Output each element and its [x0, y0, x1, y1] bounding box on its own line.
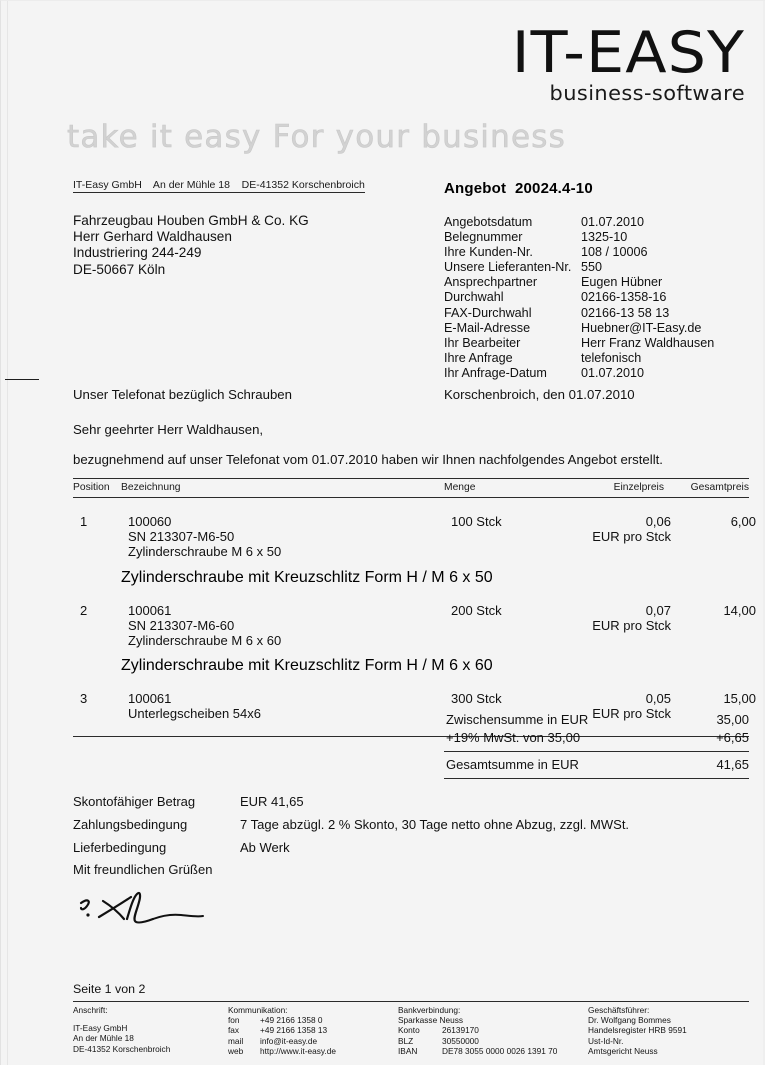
- cell-total-price: 14,00: [723, 602, 756, 618]
- grand-total-label: Gesamtsumme in EUR: [446, 757, 579, 772]
- cell-unit-price-group: [561, 603, 671, 649]
- footer-address-title: Anschrift:: [73, 1005, 108, 1015]
- footer-bank-column: [398, 1005, 588, 1056]
- footer-address-line-2: An der Mühle 18: [73, 1033, 134, 1044]
- footer-phone-value: +49 2166 1358 0: [260, 1015, 323, 1026]
- footer-fax-row: [228, 1025, 398, 1035]
- cell-unit-price: 0,06: [645, 514, 671, 529]
- meta-value: 01.07.2010: [581, 365, 645, 380]
- header-quantity: Menge: [444, 482, 476, 493]
- cell-long-text: Zylinderschraube mit Kreuzschlitz Form H / M 6 x 60: [121, 657, 493, 675]
- footer-mail-value[interactable]: info@it-easy.de: [260, 1035, 318, 1046]
- table-row: [73, 498, 756, 560]
- footer-vat-id: Ust-Id-Nr.: [588, 1035, 624, 1046]
- footer-iban-key: IBAN: [398, 1045, 418, 1056]
- footer-web-row: [228, 1046, 398, 1056]
- grand-total-value: 41,65: [716, 757, 749, 772]
- cell-unit-price-group: [561, 514, 671, 560]
- recipient-city: DE-50667 Köln: [73, 261, 166, 277]
- meta-value: 550: [581, 260, 603, 275]
- header-total-price: Gesamtpreis: [690, 482, 749, 493]
- totals-block: [444, 707, 749, 779]
- meta-label: Ansprechpartner: [444, 275, 538, 290]
- meta-value: 01.07.2010: [581, 215, 645, 229]
- cell-quantity: 100 Stck: [451, 514, 502, 529]
- cell-position: 1: [80, 514, 88, 529]
- meta-value: 02166-1358-16: [581, 290, 667, 305]
- company-logo: [511, 20, 745, 106]
- letter-place-date: Korschenbroich, den 01.07.2010: [444, 387, 635, 402]
- meta-label: Durchwahl: [444, 290, 504, 305]
- footer-bank-title: Bankverbindung:: [398, 1005, 461, 1015]
- footer-blz-value: 30550000: [442, 1035, 479, 1046]
- meta-row: [444, 306, 714, 321]
- cell-article-number: 100061: [128, 691, 172, 707]
- meta-row: [444, 275, 714, 290]
- logo-subtitle: business-software: [549, 81, 745, 106]
- cell-unit-price: 0,07: [645, 602, 671, 618]
- brand-tagline: take it easy For your business: [67, 119, 566, 155]
- terms-label: Skontofähiger Betrag: [73, 794, 196, 809]
- footer-management-title: Geschäftsführer:: [588, 1005, 650, 1015]
- footer-mail-row: [228, 1036, 398, 1046]
- footer-phone-key: fon: [228, 1015, 240, 1026]
- terms-value: 7 Tage abzügl. 2 % Skonto, 30 Tage netto ohne Abzug, zzgl. MWSt.: [240, 817, 630, 832]
- meta-label: Ihr Anfrage-Datum: [444, 365, 547, 380]
- sender-return-address: IT-Easy GmbH An der Mühle 18 DE-41352 Korschenbroich: [73, 179, 365, 191]
- letter-subject: Unser Telefonat bezüglich Schrauben: [73, 387, 292, 402]
- table-header-row: [73, 479, 749, 498]
- meta-value: 02166-13 58 13: [581, 305, 670, 320]
- terms-row: [73, 813, 629, 836]
- meta-label: Unsere Lieferanten-Nr.: [444, 260, 572, 275]
- meta-row: [444, 336, 714, 351]
- cell-description: [128, 603, 451, 649]
- cell-quantity: 200 Stck: [451, 602, 502, 618]
- footer-managing-director: Dr. Wolfgang Bommes: [588, 1015, 671, 1026]
- meta-value: telefonisch: [581, 350, 642, 365]
- vat-value: +6,65: [716, 729, 749, 745]
- meta-value: Herr Franz Waldhausen: [581, 335, 715, 350]
- terms-block: [73, 790, 629, 859]
- footer-fax-key: fax: [228, 1025, 240, 1036]
- meta-label: Belegnummer: [444, 230, 523, 245]
- meta-row: [444, 321, 714, 336]
- footer-account-value: 26139170: [442, 1025, 479, 1036]
- footer-court: Amtsgericht Neuss: [588, 1045, 658, 1056]
- footer-blz-row: [398, 1036, 588, 1046]
- terms-row: [73, 790, 629, 813]
- footer-iban-value: DE78 3055 0000 0026 1391 70: [442, 1045, 558, 1056]
- footer-address-column: [73, 1005, 228, 1056]
- footer-fax-value: +49 2166 1358 13: [260, 1025, 328, 1036]
- meta-row: [444, 290, 714, 305]
- cell-total-price: 6,00: [730, 514, 756, 529]
- meta-value: 108 / 10006: [581, 245, 648, 260]
- cell-unit-basis: EUR pro Stck: [592, 529, 671, 545]
- meta-label: Ihre Anfrage: [444, 350, 513, 365]
- terms-label: Lieferbedingung: [73, 840, 167, 855]
- cell-quantity: 300 Stck: [451, 691, 502, 707]
- meta-label: E-Mail-Adresse: [444, 320, 531, 335]
- footer-mail-key: mail: [228, 1035, 244, 1046]
- header-description: Bezeichnung: [121, 482, 181, 493]
- cell-serial-number: SN 213307-M6-50: [128, 529, 235, 545]
- meta-label: FAX-Durchwahl: [444, 305, 532, 320]
- meta-value: 1325-10: [581, 230, 628, 245]
- footer-management-column: [588, 1005, 763, 1056]
- footer-account-key: Konto: [398, 1025, 420, 1036]
- footer-trade-register: Handelsregister HRB 9591: [588, 1025, 687, 1036]
- terms-value: EUR 41,65: [240, 794, 304, 809]
- letter-salutation: Sehr geehrter Herr Waldhausen,: [73, 422, 264, 437]
- subtotal-row: [444, 711, 749, 729]
- meta-row: [444, 245, 714, 260]
- meta-row: [444, 366, 714, 381]
- terms-label: Zahlungsbedingung: [73, 817, 188, 832]
- document-meta-list: [444, 215, 714, 381]
- meta-label: Ihre Kunden-Nr.: [444, 245, 533, 260]
- footer-web-value[interactable]: http://www.it-easy.de: [260, 1045, 336, 1056]
- meta-value: Eugen Hübner: [581, 275, 663, 290]
- header-position: Position: [73, 482, 110, 493]
- letter-closing: Mit freundlichen Grüßen: [73, 862, 213, 877]
- footer-bank-name: Sparkasse Neuss: [398, 1015, 464, 1026]
- cell-unit-price: 0,05: [645, 691, 671, 707]
- cell-article-name: Zylinderschraube M 6 x 60: [128, 633, 282, 649]
- footer-account-row: [398, 1025, 588, 1035]
- meta-label: Angebotsdatum: [444, 215, 533, 229]
- recipient-person: Herr Gerhard Waldhausen: [73, 229, 232, 245]
- cell-article-name: Zylinderschraube M 6 x 50: [128, 544, 282, 560]
- recipient-address: [73, 213, 309, 278]
- subtotal-label: Zwischensumme in EUR: [446, 712, 589, 727]
- footer-iban-row: [398, 1046, 588, 1056]
- totals-group-gross: [444, 752, 749, 778]
- table-row: [73, 587, 756, 649]
- footer-communication-title: Kommunikation:: [228, 1005, 288, 1015]
- meta-row: [444, 215, 714, 230]
- terms-row: [73, 836, 629, 859]
- line-items-table: [73, 478, 756, 737]
- meta-row: [444, 260, 714, 275]
- vat-label: +19% MwSt. von 35,00: [446, 729, 581, 745]
- footer-phone-row: [228, 1015, 398, 1025]
- subtotal-value: 35,00: [716, 712, 749, 727]
- recipient-company: Fahrzeugbau Houben GmbH & Co. KG: [73, 213, 309, 228]
- totals-bottom-rule: [444, 778, 749, 779]
- cell-position: 3: [80, 691, 88, 707]
- cell-article-number: 100061: [128, 602, 172, 618]
- cell-total-price: 15,00: [723, 691, 756, 707]
- vat-row: [444, 729, 749, 747]
- footer-web-key: web: [228, 1045, 244, 1056]
- terms-value: Ab Werk: [240, 840, 290, 855]
- cell-article-number: 100060: [128, 514, 172, 529]
- meta-value: Huebner@IT-Easy.de: [581, 320, 702, 335]
- cell-unit-basis: EUR pro Stck: [592, 617, 671, 633]
- cell-description: [128, 514, 451, 560]
- footer-communication-column: [228, 1005, 398, 1056]
- cell-position: 2: [80, 602, 88, 618]
- page-footer: [73, 1005, 763, 1056]
- cell-long-text: Zylinderschraube mit Kreuzschlitz Form H / M 6 x 50: [121, 568, 493, 586]
- totals-group-net: [444, 707, 749, 751]
- cell-description: [128, 691, 451, 721]
- footer-divider: [73, 1001, 749, 1002]
- footer-blz-key: BLZ: [398, 1035, 414, 1046]
- fold-mark: [5, 379, 39, 380]
- meta-row: [444, 351, 714, 366]
- page-number: Seite 1 von 2: [73, 982, 146, 996]
- letter-intro: bezugnehmend auf unser Telefonat vom 01.07.2010 haben wir Ihnen nachfolgendes Angebot erstellt.: [73, 452, 663, 467]
- logo-wordmark: IT-EASY: [511, 20, 745, 86]
- signature-image: [75, 889, 245, 939]
- footer-address-line-3: DE-41352 Korschenbroich: [73, 1043, 171, 1054]
- document-title: Angebot 20024.4-10: [444, 180, 593, 197]
- meta-row: [444, 230, 714, 245]
- footer-address-line-1: IT-Easy GmbH: [73, 1023, 128, 1034]
- header-unit-price: Einzelpreis: [613, 482, 664, 493]
- recipient-street: Industriering 244-249: [73, 245, 202, 261]
- cell-article-name: Unterlegscheiben 54x6: [128, 706, 261, 722]
- grand-total-row: [444, 756, 749, 774]
- cell-serial-number: SN 213307-M6-60: [128, 617, 235, 633]
- meta-label: Ihr Bearbeiter: [444, 335, 521, 350]
- cell-unit-basis: EUR pro Stck: [592, 706, 671, 722]
